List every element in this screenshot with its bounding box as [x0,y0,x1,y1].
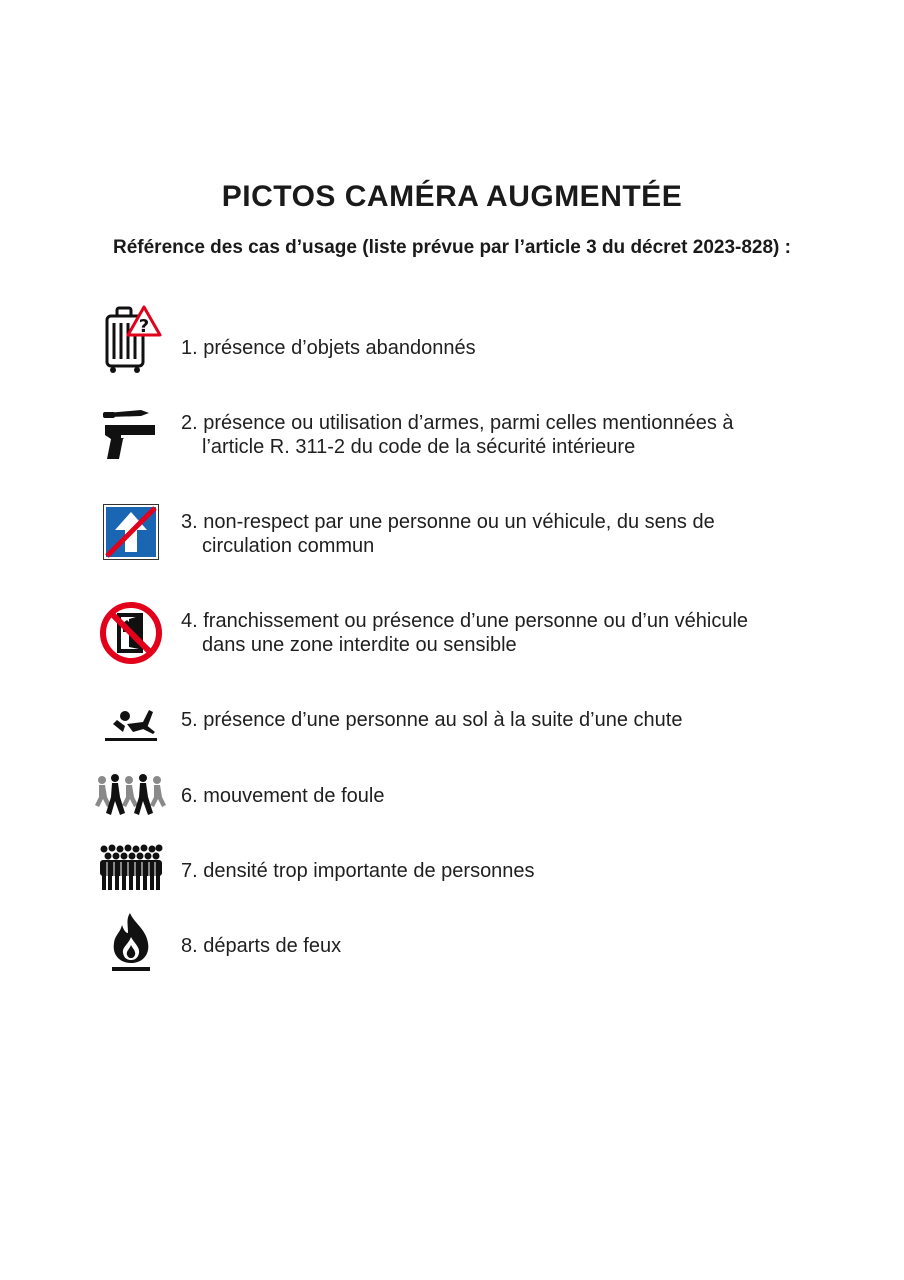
crowd-running-icon [92,772,170,820]
page-subtitle: Référence des cas d’usage (liste prévue par l’article 3 du décret 2023-828) : [113,237,791,258]
list-item-6 [0,772,904,820]
svg-text:?: ? [138,316,150,337]
list-item-5 [0,700,904,746]
list-item-1 [0,305,904,375]
list-item-8 [0,910,904,974]
item-text-line1: 4. franchissement ou présence d’une personne ou d’un véhicule [181,610,749,632]
person-fall-icon [92,700,170,746]
item-text-line2: l’article R. 311-2 du code de la sécurité intérieure [202,436,636,458]
item-text-line2: dans une zone interdite ou sensible [202,634,517,656]
list-item-2 [0,405,904,465]
weapons-icon [92,405,170,465]
page-title: PICTOS CAMÉRA AUGMENTÉE [221,180,683,213]
item-text-line2: circulation commun [202,535,375,557]
list-item-3 [0,502,904,562]
no-entry-door-icon [92,600,170,666]
wrong-way-sign-icon [92,502,170,562]
abandoned-luggage-icon [92,305,170,375]
item-text-line1: 8. départs de feux [181,935,342,957]
item-text-line1: 5. présence d’une personne au sol à la suite d’une chute [181,709,683,731]
crowd-density-icon [92,843,170,893]
item-text-line1: 6. mouvement de foule [181,785,385,807]
item-text-line1: 2. présence ou utilisation d’armes, parmi celles mentionnées à [181,412,734,434]
item-text-line1: 3. non-respect par une personne ou un véhicule, du sens de [181,511,715,533]
list-item-4 [0,600,904,666]
item-text-line1: 1. présence d’objets abandonnés [181,337,476,359]
list-item-7 [0,843,904,893]
item-text-line1: 7. densité trop importante de personnes [181,860,535,882]
fire-icon [92,910,170,974]
